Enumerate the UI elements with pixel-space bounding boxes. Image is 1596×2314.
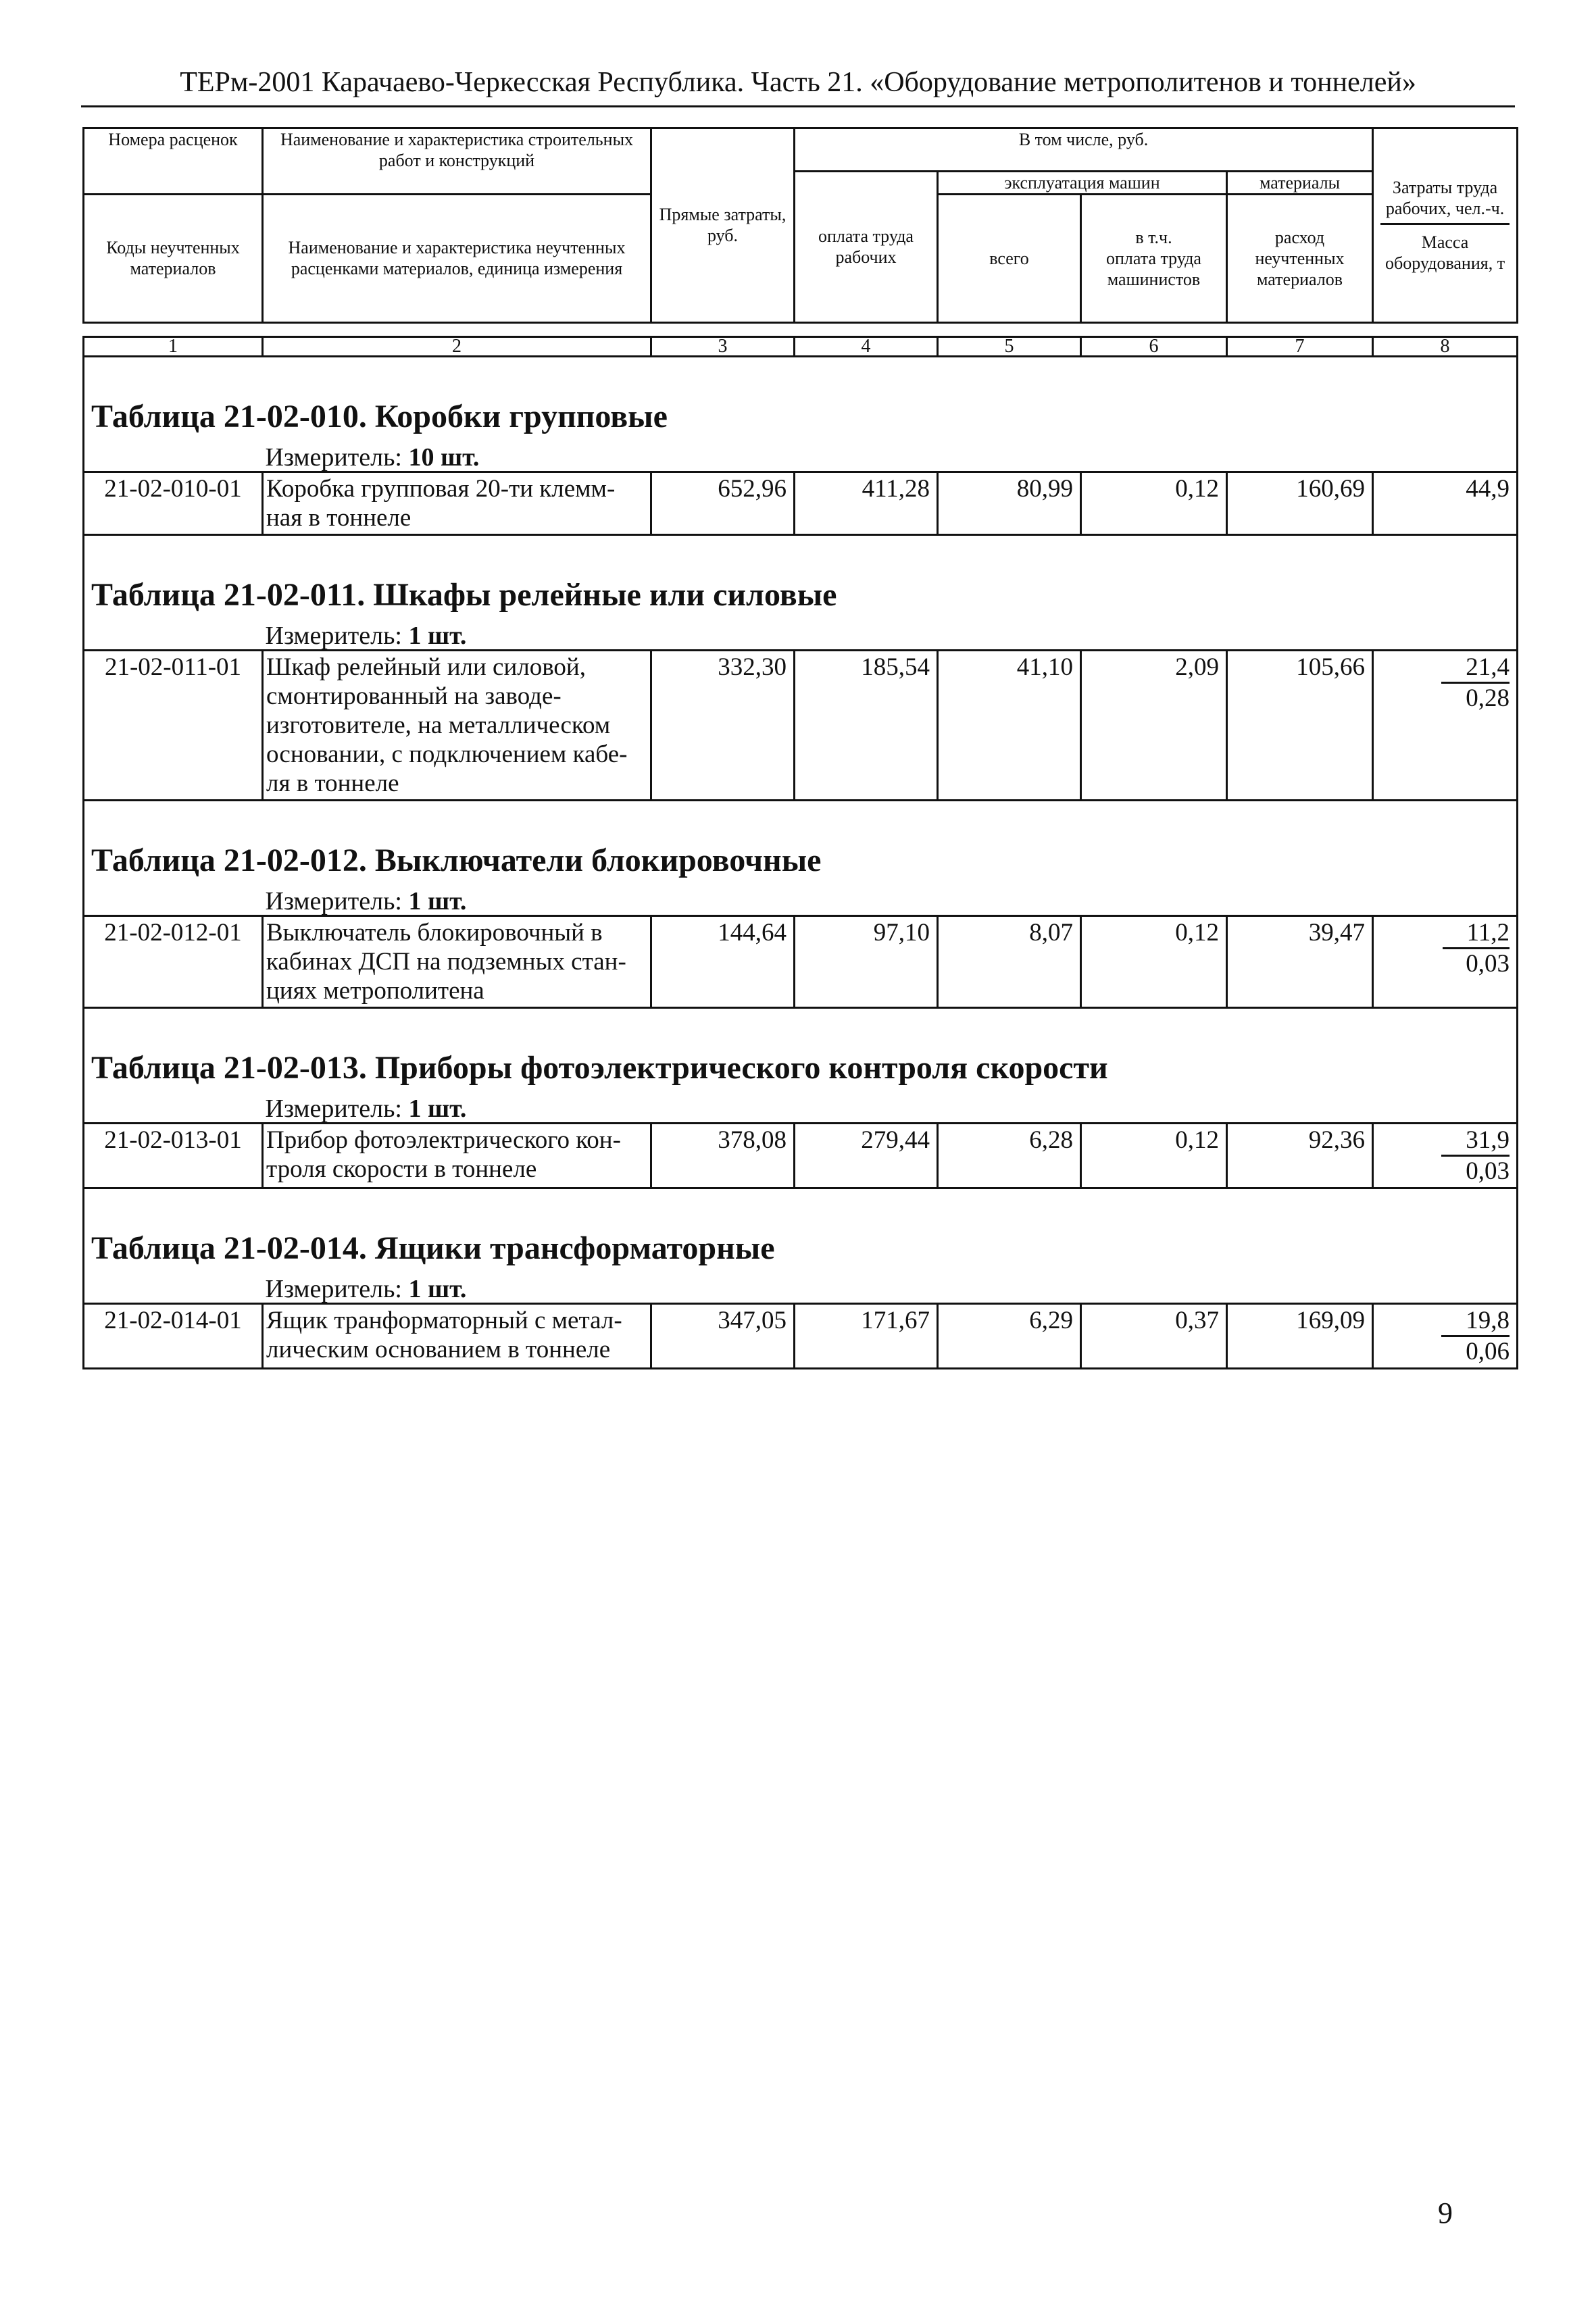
materials-cost: 160,69	[1227, 472, 1373, 534]
rate-code: 21-02-014-01	[84, 1303, 263, 1368]
labor-pay: 279,44	[795, 1123, 938, 1188]
section-title: Таблица 21-02-013. Приборы фотоэлектрического контроля скорости	[84, 1007, 1518, 1094]
labor-pay: 171,67	[795, 1303, 938, 1368]
header-col3: Прямые затраты, руб.	[651, 128, 795, 323]
section-title: Таблица 21-02-012. Выключатели блокировочные	[84, 800, 1518, 886]
unit-label: Измеритель:	[265, 1094, 402, 1123]
equipment-mass: 0,06	[1466, 1337, 1510, 1365]
labor-pay: 411,28	[795, 472, 938, 534]
table-section	[84, 534, 1518, 800]
machines-total: 41,10	[938, 650, 1081, 800]
labor-hours: 31,9	[1441, 1126, 1510, 1157]
section-title: Таблица 21-02-014. Ящики трансформаторные	[84, 1188, 1518, 1274]
column-numbers-row	[84, 336, 1518, 356]
machines-total: 8,07	[938, 915, 1081, 1007]
header-group-label: В том числе, руб.	[795, 128, 1373, 172]
unit-line	[263, 443, 1518, 472]
unit-value: 1 шт.	[408, 886, 467, 915]
column-number: 3	[651, 336, 795, 356]
column-number: 8	[1373, 336, 1518, 356]
equipment-mass: 0,03	[1466, 949, 1510, 978]
machines-total: 6,28	[938, 1123, 1081, 1188]
equipment-mass: 0,28	[1466, 684, 1510, 712]
rate-code: 21-02-011-01	[84, 650, 263, 800]
rate-description: Шкаф релейный или силовой, смонтированный на заводе- изготовителе, на металлическом основании, с подключением кабе- ля в тоннеле	[263, 650, 651, 800]
unit-label: Измеритель:	[265, 621, 402, 650]
page-number: 9	[1438, 2196, 1453, 2230]
section-title: Таблица 21-02-010. Коробки групповые	[84, 356, 1518, 443]
header-col6-text: оплата труда машинистов	[1106, 248, 1201, 289]
rate-code: 21-02-013-01	[84, 1123, 263, 1188]
unit-label: Измеритель:	[265, 886, 402, 915]
price-table	[82, 127, 1518, 1369]
rate-description: Выключатель блокировочный в кабинах ДСП на подземных стан- циях метрополитена	[263, 915, 651, 1007]
section-title: Таблица 21-02-011. Шкафы релейные или силовые	[84, 534, 1518, 621]
column-number: 7	[1227, 336, 1373, 356]
unit-line	[263, 1274, 1518, 1304]
unit-value: 1 шт.	[408, 1094, 467, 1123]
labor-hours-and-mass	[1373, 1303, 1518, 1368]
labor-hours-and-mass	[1373, 1123, 1518, 1188]
header-machines-label: эксплуатация машин	[938, 171, 1227, 194]
table-row	[84, 1123, 1518, 1188]
table-row	[84, 1303, 1518, 1368]
table-row	[84, 915, 1518, 1007]
header-col1-top: Номера расценок	[84, 128, 263, 172]
labor-hours-and-mass	[1373, 650, 1518, 800]
header-col4: оплата труда рабочих	[795, 171, 938, 322]
labor-hours: 19,8	[1441, 1306, 1510, 1337]
unit-line	[263, 1094, 1518, 1124]
operators-pay: 2,09	[1081, 650, 1227, 800]
labor-hours: 44,9	[1373, 472, 1518, 534]
operators-pay: 0,12	[1081, 915, 1227, 1007]
direct-costs: 347,05	[651, 1303, 795, 1368]
rate-code: 21-02-012-01	[84, 915, 263, 1007]
header-col2-bottom: Наименование и характеристика неучтенных расценками материалов, единица измерения	[263, 194, 651, 322]
header-col2-top: Наименование и характеристика строительных работ и конструкций	[263, 128, 651, 172]
header-materials-label: материалы	[1227, 171, 1373, 194]
table-row	[84, 650, 1518, 800]
operators-pay: 0,12	[1081, 1123, 1227, 1188]
direct-costs: 144,64	[651, 915, 795, 1007]
operators-pay: 0,37	[1081, 1303, 1227, 1368]
rate-description: Ящик транформаторный с метал- лическим основанием в тоннеле	[263, 1303, 651, 1368]
header-col1-spacer	[84, 171, 263, 194]
header-col6	[1081, 194, 1227, 322]
labor-pay: 97,10	[795, 915, 938, 1007]
header-col5: всего	[938, 194, 1081, 322]
unit-value: 1 шт.	[408, 621, 467, 650]
labor-hours-and-mass	[1373, 915, 1518, 1007]
unit-line	[263, 886, 1518, 916]
header-col6-prefix: в т.ч.	[1135, 227, 1172, 247]
column-number: 6	[1081, 336, 1227, 356]
rate-description: Коробка групповая 20-ти клемм- ная в тоннеле	[263, 472, 651, 534]
column-number: 1	[84, 336, 263, 356]
machines-total: 80,99	[938, 472, 1081, 534]
machines-total: 6,29	[938, 1303, 1081, 1368]
labor-pay: 185,54	[795, 650, 938, 800]
page-header: ТЕРм-2001 Карачаево-Черкесская Республика. Часть 21. «Оборудование метрополитенов и тоннелей»	[180, 67, 1416, 98]
materials-cost: 92,36	[1227, 1123, 1373, 1188]
materials-cost: 39,47	[1227, 915, 1373, 1007]
header-col8	[1373, 128, 1518, 323]
materials-cost: 169,09	[1227, 1303, 1373, 1368]
column-number: 2	[263, 336, 651, 356]
operators-pay: 0,12	[1081, 472, 1227, 534]
unit-line	[263, 621, 1518, 651]
header-col7: расход неучтенных материалов	[1227, 194, 1373, 322]
table-row	[84, 472, 1518, 534]
table-header	[84, 128, 1518, 357]
header-col1-bottom: Коды неучтенных материалов	[84, 194, 263, 322]
rate-description: Прибор фотоэлектрического кон- троля скорости в тоннеле	[263, 1123, 651, 1188]
table-section	[84, 1007, 1518, 1188]
direct-costs: 378,08	[651, 1123, 795, 1188]
equipment-mass: 0,03	[1466, 1157, 1510, 1185]
header-col2-spacer	[263, 171, 651, 194]
labor-hours: 11,2	[1443, 918, 1510, 949]
table-section	[84, 356, 1518, 534]
table-section	[84, 800, 1518, 1007]
materials-cost: 105,66	[1227, 650, 1373, 800]
direct-costs: 332,30	[651, 650, 795, 800]
unit-value: 1 шт.	[408, 1274, 467, 1303]
column-number: 4	[795, 336, 938, 356]
column-number: 5	[938, 336, 1081, 356]
header-rule	[81, 105, 1515, 107]
unit-label: Измеритель:	[265, 1274, 402, 1303]
unit-value: 10 шт.	[408, 443, 480, 472]
table-section	[84, 1188, 1518, 1368]
labor-hours: 21,4	[1441, 653, 1510, 684]
unit-label: Измеритель:	[265, 443, 402, 472]
direct-costs: 652,96	[651, 472, 795, 534]
rate-code: 21-02-010-01	[84, 472, 263, 534]
header-col8-top: Затраты труда рабочих, чел.-ч.	[1380, 177, 1510, 225]
header-col8-bottom: Масса оборудования, т	[1385, 232, 1505, 273]
